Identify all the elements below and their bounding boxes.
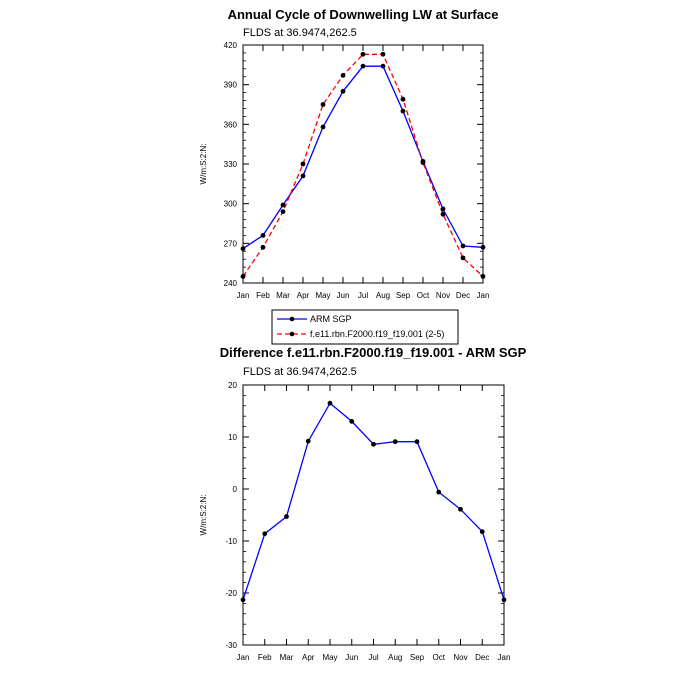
data-point [401, 97, 406, 102]
data-point [349, 419, 354, 424]
x-tick-label: Dec [455, 291, 471, 300]
series-group [241, 52, 486, 279]
plot-frame [243, 385, 504, 645]
data-point [441, 207, 446, 212]
data-point [381, 64, 386, 69]
x-tick-label: Mar [279, 653, 294, 662]
y-tick-label: 360 [223, 120, 237, 130]
data-point [281, 209, 286, 214]
data-point [261, 245, 266, 250]
y-tick-label: -30 [225, 641, 237, 650]
y-tick-label: 270 [223, 239, 237, 249]
series-line [243, 54, 483, 276]
y-tick-label: 300 [223, 199, 237, 209]
data-point [321, 125, 326, 130]
x-tick-label: Apr [302, 653, 315, 662]
annual-cycle-chart [199, 7, 498, 344]
data-point [241, 246, 246, 251]
data-point [502, 597, 507, 602]
y-axis-label: W/m:S:2:N: [199, 494, 208, 536]
x-tick-label: Apr [296, 291, 310, 300]
x-tick-label: Jul [357, 291, 369, 300]
data-point [281, 203, 286, 208]
data-point [371, 442, 376, 447]
y-tick-label: 0 [232, 485, 237, 494]
legend-marker-arm-sgp [290, 317, 295, 322]
x-tick-label: Jan [497, 653, 511, 662]
axis-ticks [224, 41, 490, 300]
x-tick-label: Oct [416, 291, 430, 300]
y-tick-label: 420 [223, 41, 237, 50]
legend-marker-model [290, 332, 295, 337]
data-point [261, 233, 266, 238]
x-tick-label: Mar [276, 291, 290, 300]
y-tick-label: -10 [225, 537, 237, 546]
data-point [461, 255, 466, 260]
data-point [361, 64, 366, 69]
x-tick-label: Jun [345, 653, 359, 662]
data-point [328, 401, 333, 406]
data-point [301, 174, 306, 179]
series-line [243, 403, 504, 600]
data-point [301, 162, 306, 167]
x-tick-label: Sep [395, 291, 411, 300]
x-tick-label: Sep [409, 653, 425, 662]
data-point [480, 529, 485, 534]
data-point [381, 52, 386, 57]
x-tick-label: Jan [476, 291, 490, 300]
axis-ticks [225, 381, 510, 662]
x-tick-label: May [315, 291, 331, 300]
x-tick-label: Feb [256, 291, 270, 300]
y-tick-label: 390 [223, 80, 237, 90]
data-point [436, 490, 441, 495]
series-group [241, 401, 507, 602]
chart-title: Difference f.e11.rbn.F2000.f19_f19.001 - ARM SGP [219, 345, 527, 360]
legend-label-model: f.e11.rbn.F2000.f19_f19.001 (2-5) [310, 329, 445, 339]
x-tick-label: Nov [435, 291, 451, 300]
x-tick-label: Jan [236, 291, 250, 300]
chart-subtitle: FLDS at 36.9474,262.5 [243, 27, 357, 39]
x-tick-label: Nov [453, 653, 468, 662]
data-point [284, 514, 289, 519]
x-tick-label: Jan [236, 653, 250, 662]
data-point [262, 531, 267, 536]
plot-frame [243, 45, 483, 283]
chart-subtitle: FLDS at 36.9474,262.5 [243, 366, 357, 378]
data-point [361, 52, 366, 57]
chart-title: Annual Cycle of Downwelling LW at Surface [227, 7, 499, 22]
x-tick-label: Jun [336, 291, 350, 300]
y-tick-label: -20 [225, 589, 237, 598]
data-point [441, 212, 446, 217]
legend-label-arm-sgp: ARM SGP [310, 314, 352, 324]
x-tick-label: Dec [475, 653, 490, 662]
series-line [243, 66, 483, 248]
x-tick-label: Feb [257, 653, 272, 662]
data-point [401, 109, 406, 114]
x-tick-label: May [322, 653, 338, 662]
x-tick-label: Oct [432, 653, 445, 662]
legend [272, 310, 458, 344]
x-tick-label: Aug [375, 291, 391, 300]
data-point [481, 274, 486, 279]
data-point [393, 439, 398, 444]
data-point [415, 439, 420, 444]
y-tick-label: 20 [228, 381, 237, 390]
data-point [241, 597, 246, 602]
y-tick-label: 10 [228, 433, 237, 442]
y-tick-label: 330 [223, 160, 237, 169]
data-point [341, 89, 346, 94]
difference-chart [199, 345, 527, 662]
x-tick-label: Jul [368, 653, 379, 662]
data-point [321, 102, 326, 107]
y-axis-label: W/m:S:2:N: [199, 143, 208, 185]
data-point [306, 439, 311, 444]
data-point [241, 274, 246, 279]
data-point [458, 507, 463, 512]
data-point [341, 73, 346, 78]
y-tick-label: 240 [223, 279, 237, 288]
x-tick-label: Aug [388, 653, 403, 662]
data-point [421, 160, 426, 165]
data-point [481, 245, 486, 250]
data-point [461, 244, 466, 249]
